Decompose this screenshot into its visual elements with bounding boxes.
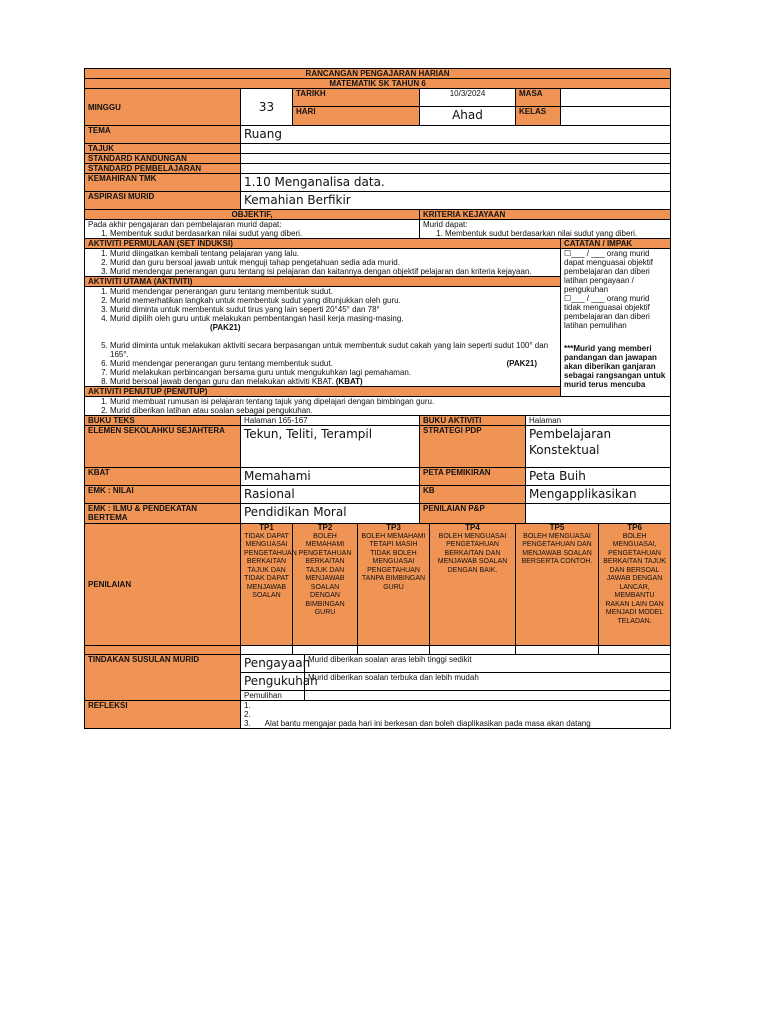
aspirasi-value: Kemahian Berfikir — [241, 192, 671, 210]
objektif-intro: Pada akhir pengajaran dan pembelajaran murid dapat: — [88, 220, 282, 229]
minggu-value: 33 — [241, 89, 293, 126]
tp5-mark[interactable] — [516, 646, 599, 655]
penutup-item: 1. Murid membuat rumusan isi pelajaran tentang tajuk yang dipelajari dengan bimbingan guru. — [110, 397, 667, 406]
catatan-body — [561, 249, 671, 397]
pengukuhan-label: Pengukuhan — [241, 673, 305, 691]
catatan-pengayaan: ☐___ / ___ orang murid dapat menguasai objektif pembelajaran dan diberi latihan pengayaan / pengukuhan — [564, 249, 653, 294]
minggu-label: MINGGU — [85, 89, 241, 126]
penilaian-spacer — [85, 646, 241, 655]
penutup-item: 2. Murid diberikan latihan atau soalan sebagai pengukuhan. — [110, 406, 667, 415]
tp3-cell: TP3 BOLEH MEMAHAMI TETAPI MASIH TIDAK BOLEH MENGUASAI PENGETAHUAN TANPA BIMBINGAN GURU — [358, 524, 430, 646]
permulaan-body — [85, 249, 561, 277]
refleksi-item: 1. — [244, 701, 251, 710]
tp5-cell: TP5 BOLEH MENGUASAI PENGETAHUAN DAN MENJAWAB SOALAN BERSERTA CONTOH. — [516, 524, 599, 646]
buku-teks-label: BUKU TEKS — [85, 416, 241, 426]
pemulihan-desc — [305, 691, 671, 701]
utama-label: AKTIVITI UTAMA (AKTIVITI) — [85, 277, 561, 287]
pak21-tag: (PAK21) — [210, 323, 241, 332]
utama-item: 3. Murid diminta untuk membentuk sudut tirus yang lain seperti 20°45° dan 78° — [110, 305, 557, 314]
permulaan-item: 1. Murid diingatkan kembali tentang pelajaran yang lalu. — [110, 249, 557, 258]
aspirasi-label: ASPIRASI MURID — [85, 192, 241, 210]
refleksi-item: 2. — [244, 710, 251, 719]
utama-item: 8. Murid bersoal jawab dengan guru dan melakukan aktiviti KBAT. (KBAT) — [110, 377, 557, 386]
kbat-tag: (KBAT) — [335, 377, 363, 386]
refleksi-item: 3. Alat bantu mengajar pada hari ini berkesan dan boleh diaplikasikan pada masa akan datang — [244, 719, 591, 728]
kriteria-item: 1. Membentuk sudut berdasarkan nilai sudut yang diberi. — [445, 229, 667, 238]
tema-label: TEMA — [85, 126, 241, 144]
kelas-label: KELAS — [516, 107, 561, 126]
peta-label: PETA PEMIKIRAN — [420, 468, 526, 486]
tindakan-label: TINDAKAN SUSULAN MURID — [85, 655, 241, 701]
utama-item: 7. Murid melakukan perbincangan bersama guru untuk mengukuhkan lagi pemahaman. — [110, 368, 557, 377]
objektif-item: 1. Membentuk sudut berdasarkan nilai sudut yang diberi. — [110, 229, 416, 238]
sk-label: STANDARD KANDUNGAN — [85, 154, 241, 164]
lesson-plan-table — [84, 68, 671, 729]
kbat-label: KBAT — [85, 468, 241, 486]
sp-label: STANDARD PEMBELAJARAN — [85, 164, 241, 174]
permulaan-item: 3. Murid mendengar penerangan guru tentang isi pelajaran dan kaitannya dengan objektif pelajaran dan kriteria kejayaan. — [110, 267, 557, 276]
tp1-mark[interactable] — [241, 646, 293, 655]
plan-subject: MATEMATIK SK TAHUN 6 — [85, 79, 671, 89]
objektif-label: OBJEKTIF, — [85, 210, 420, 220]
catatan-pemulihan: ☐___ / ___ orang murid tidak menguasai objektif pembelajaran dan diberi latihan pemulihan — [564, 294, 650, 330]
masa-value — [561, 89, 671, 107]
kb-value: Mengapplikasikan — [526, 486, 671, 504]
strategi-value: Pembelajaran Konstektual — [526, 426, 671, 468]
permulaan-item: 2. Murid dan guru bersoal jawab untuk menguji tahap pengetahuan sedia ada murid. — [110, 258, 557, 267]
tp6-mark[interactable] — [599, 646, 671, 655]
penutup-label: AKTIVITI PENUTUP (PENUTUP) — [85, 387, 561, 397]
kriteria-intro: Murid dapat: — [423, 220, 468, 229]
penilaian-pp-value — [526, 504, 671, 524]
kbat-value: Memahami — [241, 468, 420, 486]
tp4-cell: TP4 BOLEH MENGUASAI PENGETAHUAN BERKAITAN DAN MENJAWAB SOALAN DENGAN BAIK. — [430, 524, 516, 646]
tp3-mark[interactable] — [358, 646, 430, 655]
buku-aktiviti-value: Halaman — [526, 416, 671, 426]
objektif-body — [85, 220, 420, 239]
tp2-mark[interactable] — [293, 646, 358, 655]
sp-value — [241, 164, 671, 174]
hari-value: Ahad — [420, 107, 516, 126]
penilaian-label: PENILAIAN — [85, 524, 241, 646]
catatan-ganjaran: ***Murid yang memberi pandangan dan jawapan akan diberikan ganjaran sebagai rangsangan untuk murid terus mencuba — [564, 344, 666, 389]
pak21-tag: (PAK21) — [506, 359, 537, 368]
pemulihan-label: Pemulihan — [241, 691, 305, 701]
pengayaan-desc: Murid diberikan soalan aras lebih tinggi sedikit — [305, 655, 671, 673]
kriteria-body — [420, 220, 671, 239]
buku-teks-value: Halaman 165-167 — [241, 416, 420, 426]
tajuk-value — [241, 144, 671, 154]
kb-label: KB — [420, 486, 526, 504]
plan-title: RANCANGAN PENGAJARAN HARIAN — [85, 69, 671, 79]
utama-item: 2. Murid memerhatikan langkah untuk membentuk sudut yang ditunjukkan oleh guru. — [110, 296, 557, 305]
tarikh-value: 10/3/2024 — [420, 89, 516, 107]
tp4-mark[interactable] — [430, 646, 516, 655]
catatan-label: CATATAN / IMPAK — [561, 239, 671, 249]
refleksi-label: REFLEKSI — [85, 701, 241, 729]
masa-label: MASA — [516, 89, 561, 107]
tarikh-label: TARIKH — [293, 89, 420, 107]
tmk-value: 1.10 Menganalisa data. — [241, 174, 671, 192]
emk-ilmu-value: Pendidikan Moral — [241, 504, 420, 524]
buku-aktiviti-label: BUKU AKTIVITI — [420, 416, 526, 426]
peta-value: Peta Buih — [526, 468, 671, 486]
tp1-cell: TP1 TIDAK DAPAT MENGUASAI PENGETAHUAN BERKAITAN TAJUK DAN TIDAK DAPAT MENJAWAB SOALAN — [241, 524, 293, 646]
emk-ilmu-label: EMK : ILMU & PENDEKATAN BERTEMA — [85, 504, 241, 524]
strategi-label: STRATEGI PDP — [420, 426, 526, 468]
tmk-label: KEMAHIRAN TMK — [85, 174, 241, 192]
utama-body — [85, 287, 561, 387]
utama-item: 6. Murid mendengar penerangan guru tentang membentuk sudut. (PAK21) — [110, 359, 557, 368]
tp2-cell: TP2 BOLEH MEMAHAMI PENGETAHUAN BERKAITAN TAJUK DAN MENJAWAB SOALAN DENGAN BIMBINGAN GURU — [293, 524, 358, 646]
utama-item: 5. Murid diminta untuk melakukan aktiviti secara berpasangan untuk membentuk sudut cakah yang lain seperti sudut 100° dan 165°. — [110, 341, 557, 359]
pengayaan-label: Pengayaan — [241, 655, 305, 673]
penilaian-pp-label: PENILAIAN P&P — [420, 504, 526, 524]
utama-item: 1. Murid mendengar penerangan guru tentang membentuk sudut. — [110, 287, 557, 296]
elemen-label: ELEMEN SEKOLAHKU SEJAHTERA — [85, 426, 241, 468]
tp6-cell: TP6 BOLEH MENGUASAI, PENGETAHUAN BERKAITAN TAJUK DAN BERSOAL JAWAB DENGAN LANCAR, MEMBANTU RAKAN LAIN DAN MENJADI MODEL TELADAN. — [599, 524, 671, 646]
emk-nilai-value: Rasional — [241, 486, 420, 504]
sk-value — [241, 154, 671, 164]
penutup-body — [85, 397, 671, 416]
tajuk-label: TAJUK — [85, 144, 241, 154]
kelas-value — [561, 107, 671, 126]
permulaan-label: AKTIVITI PERMULAAN (SET INDUKSI) — [85, 239, 561, 249]
utama-item: 4. Murid dipilih oleh guru untuk melakukan pembentangan hasil kerja masing-masing. (PAK21) — [110, 314, 557, 341]
pengukuhan-desc: Murid diberikan soalan terbuka dan lebih mudah — [305, 673, 671, 691]
hari-label: HARI — [293, 107, 420, 126]
emk-nilai-label: EMK : NILAI — [85, 486, 241, 504]
kriteria-label: KRITERIA KEJAYAAN — [420, 210, 671, 220]
tema-value: Ruang — [241, 126, 671, 144]
lesson-plan-sheet — [84, 68, 670, 729]
elemen-value: Tekun, Teliti, Terampil — [241, 426, 420, 468]
refleksi-body — [241, 701, 671, 729]
